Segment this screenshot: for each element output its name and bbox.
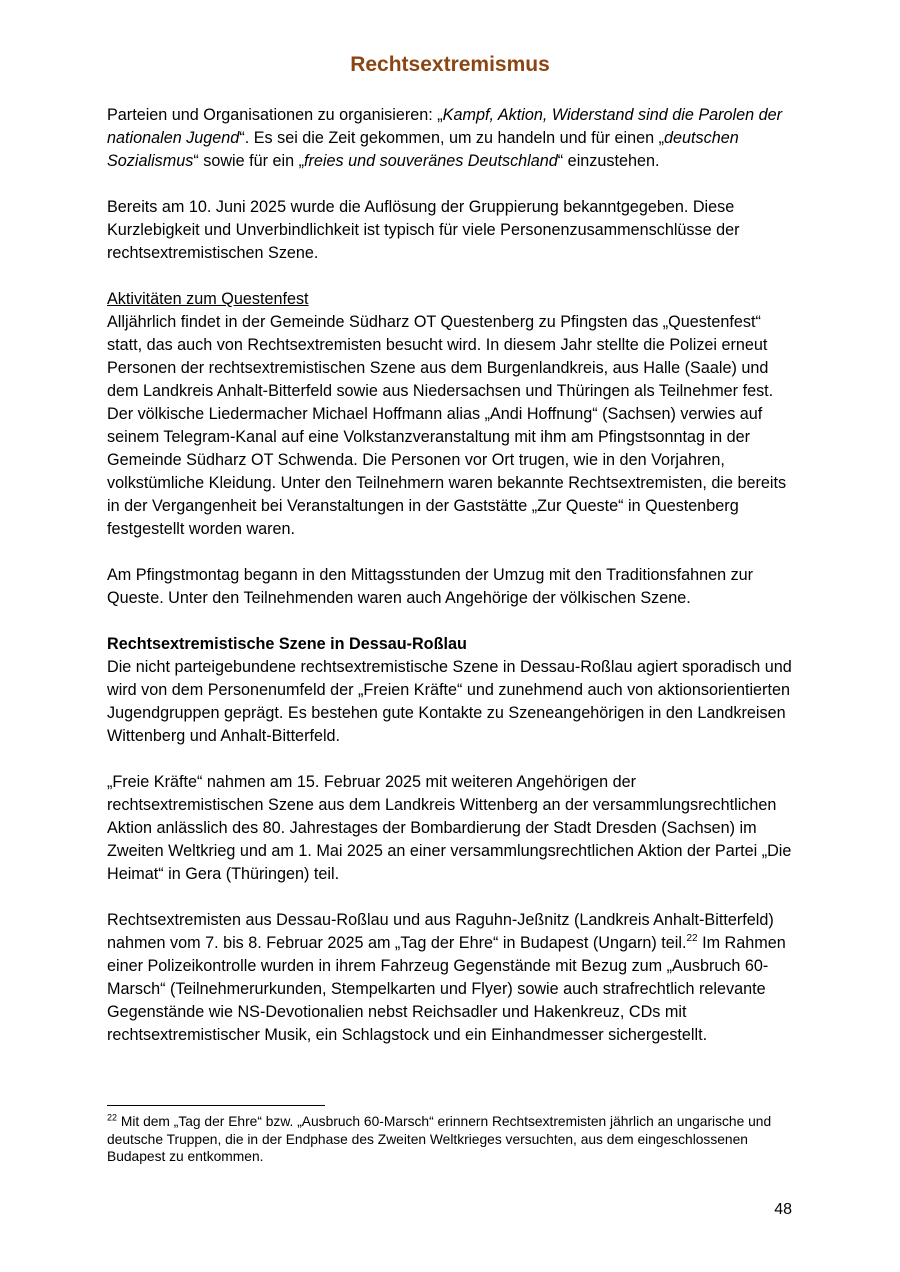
subheading-questenfest-wrap xyxy=(107,288,797,311)
paragraph-budapest xyxy=(107,909,797,1047)
paragraph-text: “ sowie für ein „ xyxy=(193,152,305,170)
italic-quote: freies und souveränes Deutschland xyxy=(304,152,558,170)
page-number: 48 xyxy=(774,1201,792,1218)
paragraph-pfingstmontag: Am Pfingstmontag begann in den Mittagsstunden der Umzug mit den Traditionsfahnen zur Queste. Unter den Teilnehmenden waren auch Angehörige der völkischen Szene. xyxy=(107,566,754,607)
paragraph-text: Im Rahmen einer Polizeikontrolle wurden in ihrem Fahrzeug Gegenstände mit Bezug zum „Ausbruch 60-Marsch“ (Teilnehmerurkunden, Stempelkarten und Flyer) sowie auch strafrechtlich relevante Gegenstände wie NS-Devotionalien nebst Reichsadler und Hakenkreuz, CDs mit rechtsextremistischer Musik, ein Schlagstock und ein Einhandmesser sichergestellt. xyxy=(107,934,786,1044)
paragraph-text: Rechtsextremisten aus Dessau-Roßlau und aus Raguhn-Jeßnitz (Landkreis Anhalt-Bitterfeld) nahmen vom 7. bis 8. Februar 2025 am „Tag der Ehre“ in Budapest (Ungarn) teil. xyxy=(107,911,774,952)
paragraph-text: “ einzustehen. xyxy=(557,152,660,170)
page-header-title: Rechtsextremismus xyxy=(350,53,550,76)
paragraph-freie-kraefte: „Freie Kräfte“ nahmen am 15. Februar 2025 mit weiteren Angehörigen der rechtsextremistischen Szene aus dem Landkreis Wittenberg an der versammlungsrechtlichen Aktion anlässlich des 80. Jahrestages der Bombardierung der Stadt Dresden (Sachsen) im Zweiten Weltkrieg und am 1. Mai 2025 an einer versammlungsrechtlichen Aktion der Partei „Die Heimat“ in Gera (Thüringen) teil. xyxy=(107,773,792,883)
paragraph-text: “. Es sei die Zeit gekommen, um zu handeln und für einen „ xyxy=(239,129,665,147)
paragraph-dessau-scene: Die nicht parteigebundene rechtsextremistische Szene in Dessau-Roßlau agiert sporadisch und wird von dem Personenumfeld der „Freien Kräfte“ und zunehmend auch von aktionsorientierten Jugendgruppen geprägt. Es bestehen gute Kontakte zu Szeneangehörigen in den Landkreisen Wittenberg und Anhalt-Bitterfeld. xyxy=(107,658,792,745)
subheading-dessau-wrap xyxy=(107,633,797,656)
footnote-number: 22 xyxy=(107,1112,118,1123)
italic-quote: deutschen Sozialismus xyxy=(107,129,739,170)
paragraph-questenfest: Alljährlich findet in der Gemeinde Südharz OT Questenberg zu Pfingsten das „Questenfest“ statt, das auch von Rechtsextremisten besucht wird. In diesem Jahr stellte die Polizei erneut Personen der rechtsextremistischen Szene aus dem Burgenlandkreis, aus Halle (Saale) und dem Landkreis Anhalt-Bitterfeld sowie aus Niedersachsen und Thüringen als Teilnehmer fest. Der völkische Liedermacher Michael Hoffmann alias „Andi Hoffnung“ (Sachsen) verwies auf seinem Telegram-Kanal auf eine Volkstanzveranstaltung mit ihm am Pfingstsonntag in der Gemeinde Südharz OT Schwenda. Die Personen vor Ort trugen, wie in den Vorjahren, volkstümliche Kleidung. Unter den Teilnehmern waren bekannte Rechtsextremisten, die bereits in der Vergangenheit bei Veranstaltungen in der Gaststätte „Zur Queste“ in Questenberg festgestellt worden waren. xyxy=(107,313,787,538)
subheading-dessau: Rechtsextremistische Szene in Dessau-Roßlau xyxy=(107,635,467,653)
italic-quote: Kampf, Aktion, Widerstand sind die Parolen der nationalen Jugend xyxy=(107,106,783,147)
paragraph-text: Parteien und Organisationen zu organisieren: „ xyxy=(107,106,443,124)
paragraph-intro xyxy=(107,104,797,173)
document-body xyxy=(107,104,797,1070)
subheading-questenfest: Aktivitäten zum Questenfest xyxy=(107,290,309,308)
footnote-text: Mit dem „Tag der Ehre“ bzw. „Ausbruch 60-Marsch“ erinnern Rechtsextremisten jährlich an ungarische und deutsche Truppen, die in der Endphase des Zweiten Weltkrieges versuchten, aus dem eingeschlossenen Budapest zu entkommen. xyxy=(107,1114,772,1165)
footnote-divider xyxy=(107,1105,325,1106)
footnote-reference[interactable]: 22 xyxy=(686,932,698,944)
paragraph-dissolution: Bereits am 10. Juni 2025 wurde die Auflösung der Gruppierung bekanntgegeben. Diese Kurzlebigkeit und Unverbindlichkeit ist typisch für viele Personenzusammenschlüsse der rechtsextremistischen Szene. xyxy=(107,198,740,262)
footnote xyxy=(107,1113,797,1166)
